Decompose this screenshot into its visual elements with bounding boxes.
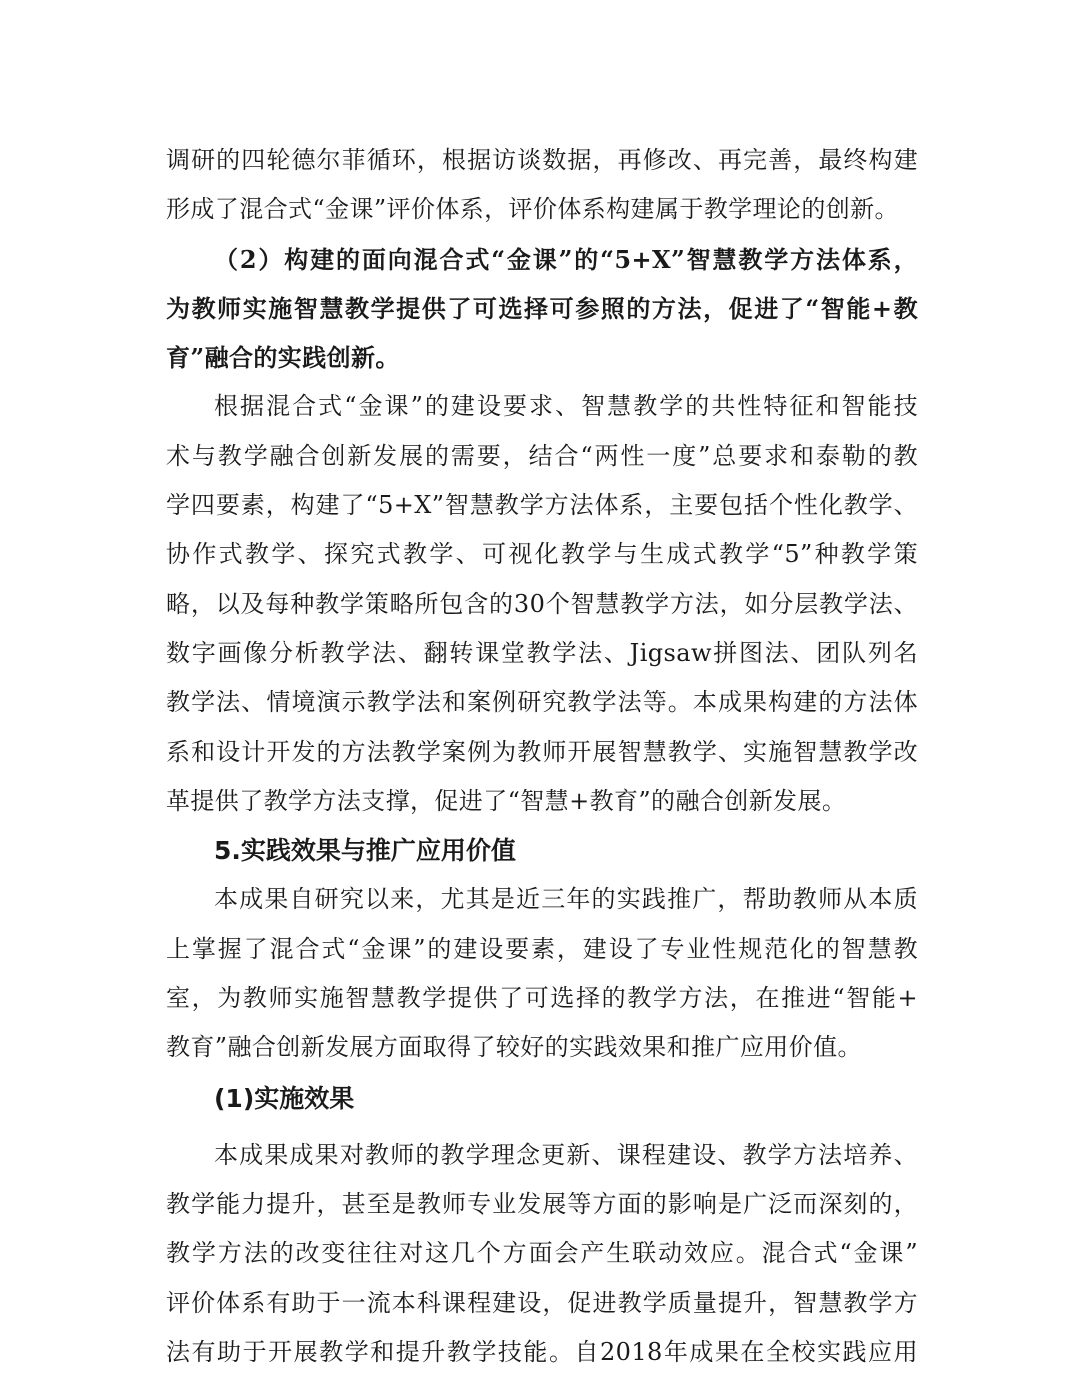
document-body <box>166 136 918 1377</box>
text-line: 教学方法的改变往往对这几个方面会产生联动效应。混合式“金课” <box>166 1239 918 1268</box>
paragraph-method-system-body <box>166 382 918 826</box>
text-line: 根据混合式“金课”的建设要求、智慧教学的共性特征和智能技 <box>214 392 918 421</box>
paragraph-practice-effect-body <box>166 875 918 1072</box>
paragraph-evaluation-system <box>166 136 918 235</box>
text-line: 教学能力提升，甚至是教师专业发展等方面的影响是广泛而深刻的， <box>166 1189 918 1218</box>
text-line: 为教师实施智慧教学提供了可选择可参照的方法，促进了“智能+教 <box>166 293 918 323</box>
text-line: 协作式教学、探究式教学、可视化教学与生成式教学“5”种教学策 <box>166 540 918 569</box>
paragraph-subheading-method-system <box>166 235 918 284</box>
section-heading-practice-effect: 5.实践效果与推广应用价值 <box>214 836 516 866</box>
text-line: 法有助于开展教学和提升教学技能。自2018年成果在全校实践应用 <box>166 1337 918 1366</box>
text-line: 数字画像分析教学法、翻转课堂教学法、Jigsaw拼图法、团队列名 <box>166 638 918 667</box>
text-line: （2）构建的面向混合式“金课”的“5+X”智慧教学方法体系， <box>214 244 918 274</box>
text-line: 革提供了教学方法支撑，促进了“智慧+教育”的融合创新发展。 <box>166 786 847 815</box>
text-line: 教学法、情境演示教学法和案例研究教学法等。本成果构建的方法体 <box>166 688 918 717</box>
text-line: 上掌握了混合式“金课”的建设要素，建设了专业性规范化的智慧教 <box>166 934 918 963</box>
text-line: 评价体系有助于一流本科课程建设，促进教学质量提升，智慧教学方 <box>166 1288 918 1317</box>
paragraph-subheading-method-system-cont <box>166 284 918 383</box>
paragraph-implementation-effect-body <box>166 1131 918 1377</box>
text-line: 形成了混合式“金课”评价体系，评价体系构建属于教学理论的创新。 <box>166 195 899 224</box>
text-line: 调研的四轮德尔菲循环，根据访谈数据，再修改、再完善，最终构建 <box>166 146 918 174</box>
text-line: 系和设计开发的方法教学案例为教师开展智慧教学、实施智慧教学改 <box>166 737 918 766</box>
section-heading-implementation-effect: (1)实施效果 <box>214 1083 355 1113</box>
text-line: 略，以及每种教学策略所包含的30个智慧教学方法，如分层教学法、 <box>166 589 918 618</box>
text-line: 教育”融合创新发展方面取得了较好的实践效果和推广应用价值。 <box>166 1033 862 1062</box>
text-line: 室，为教师实施智慧教学提供了可选择的教学方法，在推进“智能+ <box>166 984 918 1013</box>
text-line: 术与教学融合创新发展的需要，结合“两性一度”总要求和泰勒的教 <box>166 441 918 470</box>
text-line: 学四要素，构建了“5+X”智慧教学方法体系，主要包括个性化教学、 <box>166 491 918 520</box>
text-line: 育”融合的实践创新。 <box>166 343 400 373</box>
text-line: 本成果自研究以来，尤其是近三年的实践推广，帮助教师从本质 <box>214 885 918 914</box>
text-line: 本成果成果对教师的教学理念更新、课程建设、教学方法培养、 <box>214 1140 918 1169</box>
